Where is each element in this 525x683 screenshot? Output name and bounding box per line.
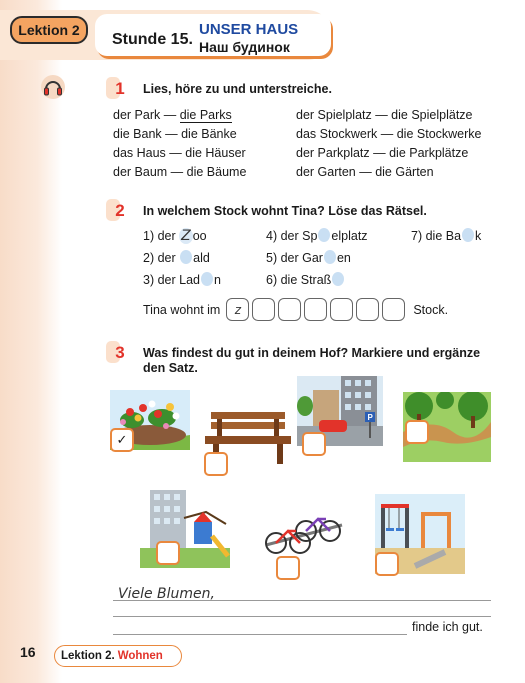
- page-margin-strip: [0, 0, 62, 683]
- checkbox-parking[interactable]: [302, 432, 326, 456]
- playground-house-image: [140, 488, 230, 568]
- footer-lesson-text: Lektion 2.: [61, 650, 115, 662]
- riddle-item-1: [143, 228, 207, 244]
- missing-letter-blank[interactable]: [332, 272, 344, 286]
- answer-letter-box[interactable]: [278, 298, 301, 321]
- missing-letter-blank[interactable]: [180, 250, 192, 264]
- handwritten-answer: Viele Blumen,: [118, 586, 215, 602]
- riddle-text: 7) die Ba: [411, 229, 462, 243]
- riddle-text: n: [213, 273, 221, 287]
- riddle-text: 6) die Straß: [266, 273, 332, 287]
- word-pair-left-1: [113, 108, 232, 122]
- riddle-text: 5) der Gar: [266, 251, 323, 265]
- riddle-item-6: [266, 272, 345, 287]
- word-pair-right-3[interactable]: der Parkplatz — die Parkplätze: [296, 146, 469, 160]
- footer-lesson-label: [54, 645, 182, 667]
- word-pair-left-4[interactable]: der Baum — die Bäume: [113, 165, 247, 179]
- headphones-icon[interactable]: [40, 74, 66, 100]
- checkbox-park[interactable]: [405, 420, 429, 444]
- word-pair-right-2[interactable]: das Stockwerk — die Stockwerke: [296, 127, 482, 141]
- answer-prefix: Tina wohnt im: [143, 302, 221, 317]
- word-pair-left-3[interactable]: das Haus — die Häuser: [113, 146, 246, 160]
- footer-topic: Wohnen: [117, 650, 163, 662]
- word-pair-right-1[interactable]: der Spielplatz — die Spielplätze: [296, 108, 473, 122]
- answer-suffix: Stock.: [413, 302, 449, 317]
- riddle-item-7: [411, 228, 481, 243]
- exercise-2-number: 2: [110, 200, 130, 222]
- word-pair-right-4[interactable]: der Garten — die Gärten: [296, 165, 434, 179]
- writing-line-2[interactable]: [113, 616, 491, 617]
- riddle-item-2: [143, 250, 210, 265]
- riddle-text: oo: [192, 229, 207, 243]
- checkbox-playground[interactable]: [375, 552, 399, 576]
- answer-letter-box[interactable]: [252, 298, 275, 321]
- riddle-answer-row: [143, 298, 448, 321]
- riddle-item-5: [266, 250, 351, 265]
- lesson-title-de: UNSER HAUS: [199, 21, 299, 38]
- answer-letter-box[interactable]: [330, 298, 353, 321]
- exercise-2-instruction: In welchem Stock wohnt Tina? Löse das Rätsel.: [143, 204, 427, 218]
- answer-letter-box[interactable]: [226, 298, 249, 321]
- missing-letter-blank[interactable]: [318, 228, 330, 242]
- lesson-tab: Lektion 2: [10, 16, 88, 44]
- svg-text:P: P: [367, 413, 373, 422]
- answer-letter-box[interactable]: [382, 298, 405, 321]
- missing-letter-blank[interactable]: [462, 228, 474, 242]
- word-pair-left-2[interactable]: die Bank — die Bänke: [113, 127, 237, 141]
- riddle-text: en: [336, 251, 351, 265]
- check-mark-icon: ✓: [116, 432, 128, 447]
- word-pair-text: der Park —: [113, 108, 180, 122]
- riddle-text: elplatz: [331, 229, 368, 243]
- missing-letter-blank[interactable]: [324, 250, 336, 264]
- checkbox-playground-house[interactable]: [156, 541, 180, 565]
- exercise-1-instruction: Lies, höre zu und unterstreiche.: [143, 82, 332, 96]
- answer-first-letter: z: [234, 302, 241, 317]
- exercise-3-instruction-line2: den Satz.: [143, 361, 198, 375]
- exercise-3-number: 3: [110, 342, 130, 364]
- exercise-1-number: 1: [110, 78, 130, 100]
- bicycle-stand-image: [262, 505, 348, 559]
- riddle-text: 1) der: [143, 229, 180, 243]
- underlined-word[interactable]: die Parks: [179, 108, 232, 122]
- exercise-3-instruction-line1: Was findest du gut in deinem Hof? Markiere und ergänze: [143, 346, 481, 360]
- riddle-item-3: [143, 272, 221, 287]
- riddle-text: 2) der: [143, 251, 180, 265]
- checkbox-flowerbed[interactable]: [110, 428, 134, 452]
- checkbox-bench[interactable]: [204, 452, 228, 476]
- riddle-item-4: [266, 228, 368, 243]
- riddle-text: 4) der Sp: [266, 229, 318, 243]
- lesson-number: Stunde 15.: [112, 31, 193, 48]
- riddle-text: k: [475, 229, 482, 243]
- checkbox-bicycles[interactable]: [276, 556, 300, 580]
- riddle-answer[interactable]: Z: [181, 228, 191, 244]
- riddle-text: 3) der Lad: [143, 273, 200, 287]
- page-number: 16: [20, 644, 36, 660]
- writing-line-3[interactable]: [113, 634, 407, 635]
- riddle-text: ald: [193, 251, 210, 265]
- missing-letter-blank[interactable]: [201, 272, 213, 286]
- answer-letter-box[interactable]: [304, 298, 327, 321]
- answer-letter-box[interactable]: [356, 298, 379, 321]
- lesson-title-ua: Наш будинок: [199, 39, 290, 55]
- sentence-ending: finde ich gut.: [412, 620, 483, 634]
